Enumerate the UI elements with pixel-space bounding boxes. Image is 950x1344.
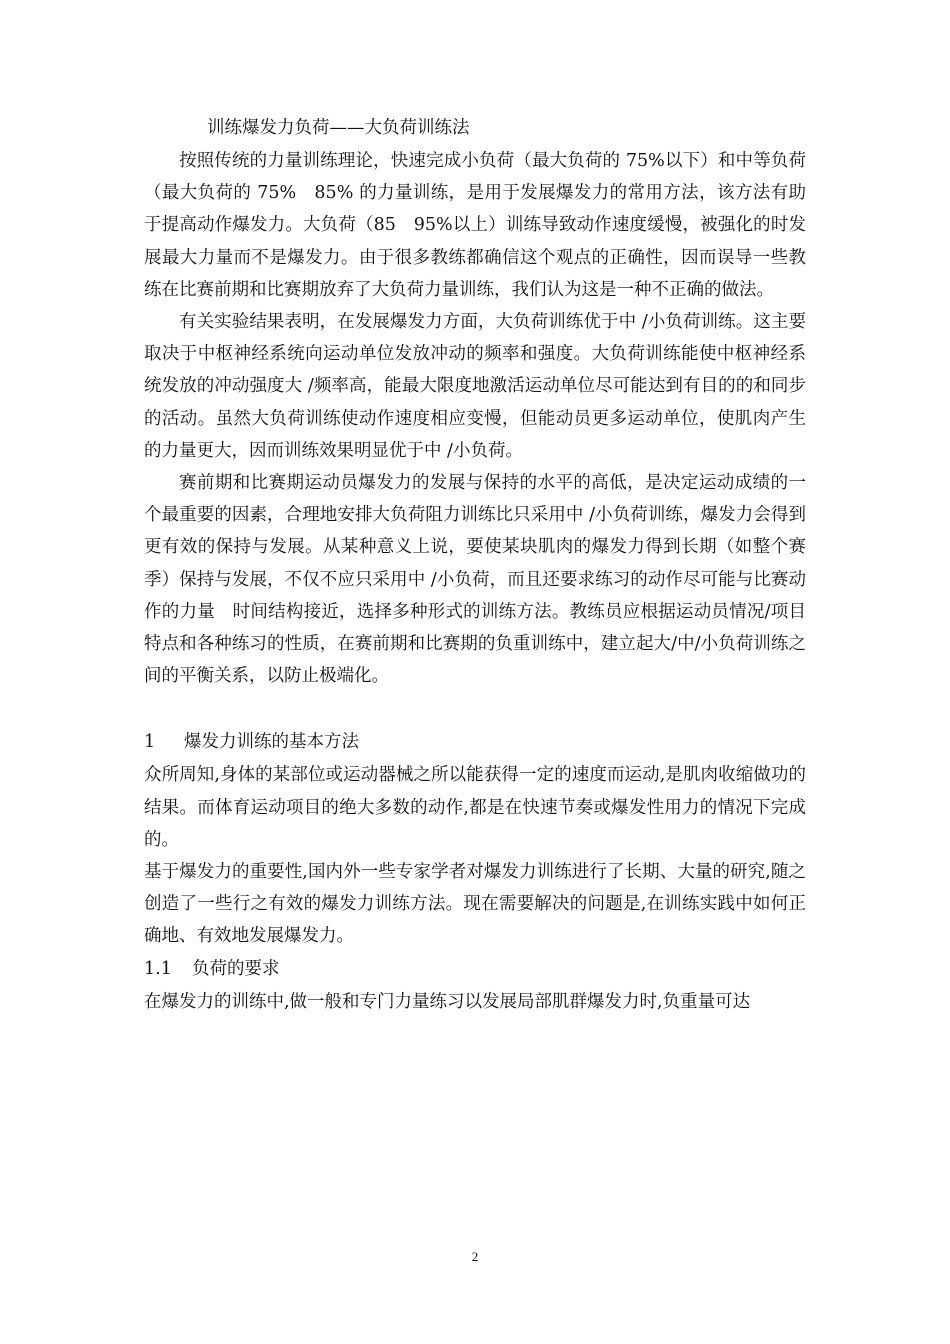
- section-heading-1-1: [144, 953, 806, 986]
- body-paragraph-3: 赛前期和比赛期运动员爆发力的发展与保持的水平的高低，是决定运动成绩的一个最重要的因素，合理地安排大负荷阻力训练比只采用中 /小负荷训练，爆发力会得到更有效的保持与发展。从某种意义上说，要使某块肌肉的爆发力得到长期（如整个赛季）保持与发展，不仅不应只采用中 /小负荷，而且还要求练习的动作尽可能与比赛动作的力量 时间结构接近，选择多种形式的训练方法。教练员应根据运动员情况/项目特点和各种练习的性质，在赛前期和比赛期的负重训练中，建立起大/中/小负荷训练之间的平衡关系，以防止极端化。: [144, 473, 806, 687]
- section1-paragraph-1: 众所周知,身体的某部位或运动器械之所以能获得一定的速度而运动,是肌肉收缩做功的结果。而体育运动项目的绝大多数的动作,都是在快速节奏或爆发性用力的情况下完成的。: [144, 765, 806, 850]
- section-heading-1: [144, 726, 806, 759]
- body-paragraph-1: 按照传统的力量训练理论，快速完成小负荷（最大负荷的 75%以下）和中等负荷（最大负荷的 75% 85% 的力量训练，是用于发展爆发力的常用方法，该方法有助于提高动作爆发力。大负荷（85 95%以上）训练导致动作速度缓慢，被强化的时发展最大力量而不是爆发力。由于很多教练都确信这个观点的正确性，因而误导一些教练在比赛前期和比赛期放弃了大负荷力量训练，我们认为这是一种不正确的做法。: [144, 151, 806, 300]
- subsection-title: 负荷的要求: [192, 958, 280, 979]
- document-title: 训练爆发力负荷——大负荷训练法: [207, 118, 470, 138]
- document-body: [144, 112, 806, 1018]
- subsection-number: 1.1: [144, 958, 172, 979]
- body-paragraph-2: 有关实验结果表明，在发展爆发力方面，大负荷训练优于中 /小负荷训练。这主要取决于中枢神经系统向运动单位发放冲动的频率和强度。大负荷训练能使中枢神经系统发放的冲动强度大 /频率高，能最大限度地激活运动单位尽可能达到有目的的和同步的活动。虽然大负荷训练使动作速度相应变慢，但能动员更多运动单位，使肌肉产生的力量更大，因而训练效果明显优于中 /小负荷。: [144, 312, 806, 461]
- section1-paragraph-2: 基于爆发力的重要性,国内外一些专家学者对爆发力训练进行了长期、大量的研究,随之创造了一些行之有效的爆发力训练方法。现在需要解决的问题是,在训练实践中如何正确地、有效地发展爆发力。: [144, 862, 806, 947]
- section1-1-paragraph-1: 在爆发力的训练中,做一般和专门力量练习以发展局部肌群爆发力时,负重量可达: [144, 991, 751, 1012]
- blank-line: [144, 692, 806, 726]
- section-title: 爆发力训练的基本方法: [184, 732, 359, 753]
- section-number: 1: [144, 732, 156, 753]
- page-number: 2: [471, 1249, 479, 1264]
